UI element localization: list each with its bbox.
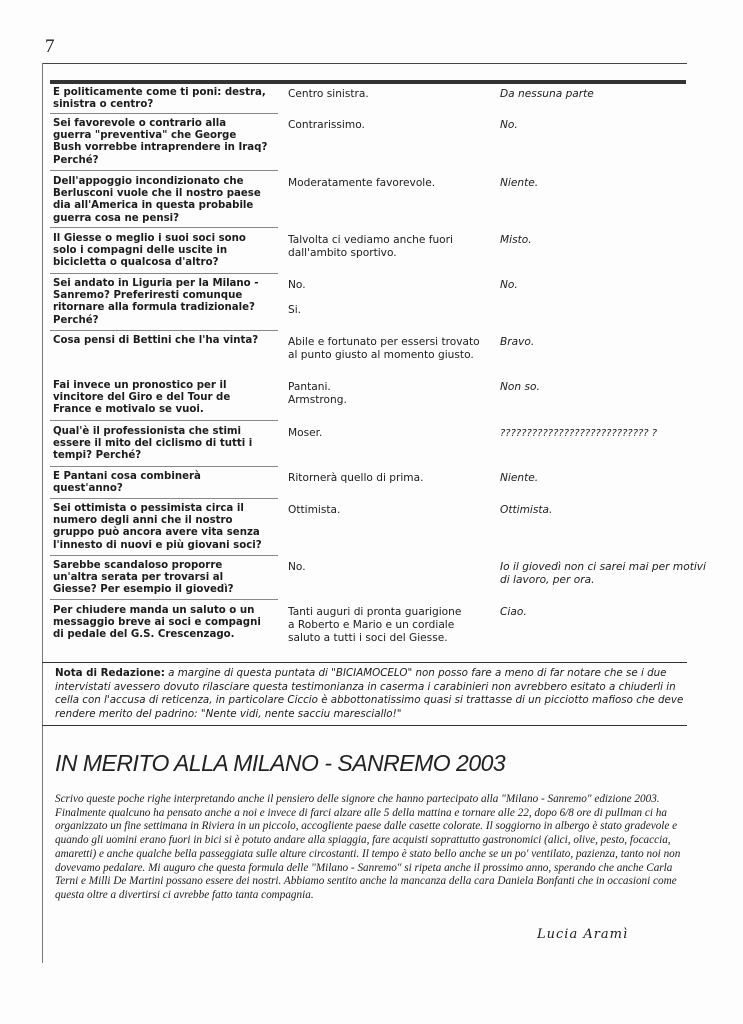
- editorial-note-text: a margine di questa puntata di "BICIAMOCELO" non posso fare a meno di far notare che se i due intervistati avessero dovuto rilasciare questa testimonianza in caserma i carabinieri non avrebbero esitato a chiuderli in cella con l'accusa di reticenza, in particolare Ciccio è abbottonatissimo quasi si trattasse di un picciotto mafioso che deve rendere merito del padrino: "Nente vidi, nente sacciu maresciallo!": [55, 667, 684, 720]
- page-number: 7: [45, 36, 55, 57]
- question: Sarebbe scandaloso proporre un'altra serata per trovarsi al Giesse? Per esempio il giovedì?: [53, 560, 234, 596]
- question: Sei andato in Liguria per la Milano - Sanremo? Preferiresti comunque ritornare alla formula tradizionale? Perché?: [53, 278, 259, 326]
- row-separator: [50, 599, 278, 600]
- answer-first-extra: Si.: [288, 304, 302, 316]
- answer-first: Moser.: [288, 427, 323, 439]
- article-body: Scrivo queste poche righe interpretando anche il pensiero delle signore che hanno partecipato alla "Milano - Sanremo" edizione 2003. Finalmente qualcuno ha pensato anche a noi e invece di farci alzare alle 5 della mattina e tornare alle 22, dopo 6/8 ore di pullman ci ha organizzato un fine settimana in Riviera in un piccolo, accogliente paese dalle casette colorate. Il soggiorno in albergo è stato gradevole e quando gli uomini erano fuori in bici si è potuto andare alla spiaggia, fare acquisti soprattutto gastronomici (alici, olive, pesto, focaccia, amaretti) e anche qualche bella passeggiata sulle alture circostanti. Il tempo è stato bello anche se un po' ventilato, pazienza, tanto noi non dovevamo pedalare. Mi auguro che questa formula delle "Milano - Sanremo" si ripeta anche il prossimo anno, sperando che anche Carla Terni e Milli De Martini possano essere dei nostri. Abbiamo sentito anche la mancanza della cara Daniela Bonfanti che in occasioni come questa oltre a divertirsi ci avrebbe fatto tanta compagnia.: [55, 793, 681, 901]
- question: Sei favorevole o contrario alla guerra "preventiva" che George Bush vorrebbe intraprendere in Iraq? Perché?: [53, 118, 268, 166]
- answer-second: Bravo.: [500, 336, 535, 348]
- question: E politicamente come ti poni: destra, sinistra o centro?: [53, 87, 266, 111]
- answer-first: Talvolta ci vediamo anche fuori dall'ambito sportivo.: [288, 234, 453, 260]
- row-separator: [50, 273, 278, 274]
- answer-second: Ottimista.: [500, 504, 553, 516]
- row-separator: [50, 555, 278, 556]
- left-margin-rule: [42, 63, 43, 963]
- answer-first: Ottimista.: [288, 504, 341, 516]
- answer-first: Ritornerà quello di prima.: [288, 472, 424, 484]
- top-rule: [42, 63, 687, 64]
- answer-first: Abile e fortunato per essersi trovato al punto giusto al momento giusto.: [288, 336, 480, 362]
- question: Cosa pensi di Bettini che l'ha vinta?: [53, 335, 259, 346]
- question: E Pantani cosa combinerà quest'anno?: [53, 471, 201, 495]
- question: Il Giesse o meglio i suoi soci sono solo i compagni delle uscite in bicicletta o qualcosa d'altro?: [53, 233, 246, 269]
- row-separator: [50, 466, 278, 467]
- article-signature: Lucia Aramì: [537, 927, 629, 942]
- row-separator: [50, 420, 278, 421]
- answer-second: Niente.: [500, 177, 539, 189]
- editorial-note: [55, 667, 685, 721]
- answer-first: Contrarissimo.: [288, 119, 365, 131]
- answer-first-extra: Armstrong.: [288, 394, 347, 406]
- table-top-rule: [50, 80, 686, 84]
- editorial-note-label: Nota di Redazione:: [55, 667, 165, 679]
- row-separator: [50, 227, 278, 228]
- answer-second: No.: [500, 279, 518, 291]
- answer-second: Da nessuna parte: [500, 88, 594, 100]
- row-separator: [50, 170, 278, 171]
- row-separator: [50, 498, 278, 499]
- question: Sei ottimista o pessimista circa il numero degli anni che il nostro gruppo può ancora avere vita senza l'innesto di nuovi e più giovani soci?: [53, 503, 262, 551]
- answer-second: No.: [500, 119, 518, 131]
- row-separator: [50, 330, 278, 331]
- answer-first: Moderatamente favorevole.: [288, 177, 436, 189]
- question: Dell'appoggio incondizionato che Berlusconi vuole che il nostro paese dia all'America in questa probabile guerra cosa ne pensi?: [53, 176, 261, 224]
- row-separator: [50, 113, 278, 114]
- answer-first: No.: [288, 561, 306, 573]
- answer-first: Tanti auguri di pronta guarigione a Roberto e Mario e un cordiale saluto a tutti i soci del Giesse.: [288, 606, 462, 645]
- answer-second: Ciao.: [500, 606, 527, 618]
- answer-second: Misto.: [500, 234, 532, 246]
- answer-first: Pantani.: [288, 381, 331, 393]
- answer-second: ???????????????????????????? ?: [500, 428, 658, 439]
- answer-first: Centro sinistra.: [288, 88, 369, 100]
- answer-first: No.: [288, 279, 306, 291]
- question: Per chiudere manda un saluto o un messaggio breve ai soci e compagni di pedale del G.S. Crescenzago.: [53, 605, 261, 641]
- article-title: IN MERITO ALLA MILANO - SANREMO 2003: [55, 750, 506, 776]
- question: Fai invece un pronostico per il vincitore del Giro e del Tour de France e motivalo se vuoi.: [53, 380, 231, 416]
- answer-second: Non so.: [500, 381, 540, 393]
- answer-second: Io il giovedì non ci sarei mai per motivi di lavoro, per ora.: [500, 561, 707, 587]
- question: Qual'è il professionista che stimi essere il mito del ciclismo di tutti i tempi? Perché?: [53, 426, 253, 462]
- answer-second: Niente.: [500, 472, 539, 484]
